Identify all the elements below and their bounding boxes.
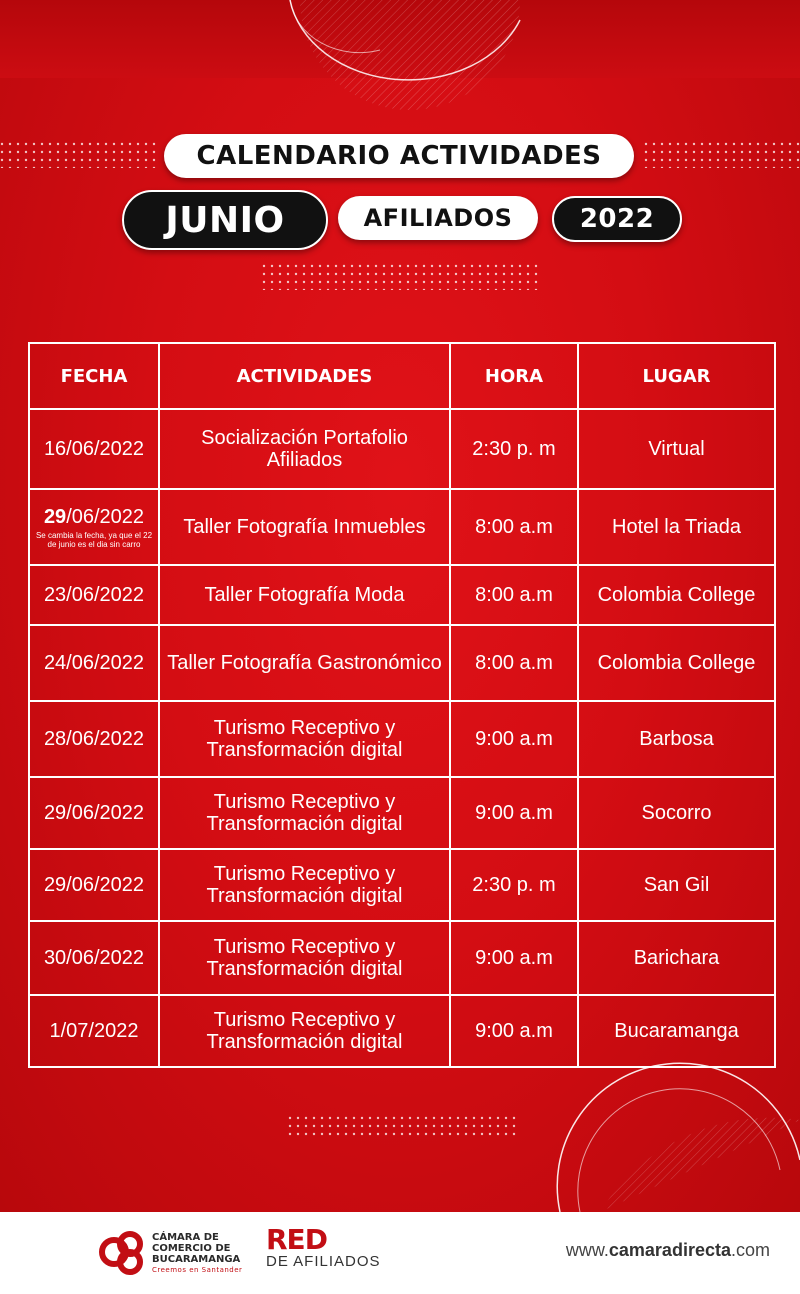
cell-hora: 8:00 a.m <box>450 489 578 565</box>
table-row <box>29 921 775 995</box>
fecha-text: /06/2022 <box>66 505 145 528</box>
web-suffix: .com <box>730 1240 770 1260</box>
dot-pattern-center <box>262 264 538 290</box>
activities-table <box>28 342 776 1068</box>
cell-lugar: Colombia College <box>578 565 775 625</box>
table-row <box>29 995 775 1067</box>
dot-pattern-left <box>0 142 160 168</box>
table-row <box>29 565 775 625</box>
table-row <box>29 625 775 701</box>
table-row <box>29 777 775 849</box>
column-header-actividades: ACTIVIDADES <box>159 343 450 409</box>
camara-line-3: BUCARAMANGA <box>152 1254 241 1265</box>
cell-lugar: Colombia College <box>578 625 775 701</box>
dot-pattern-right <box>644 142 800 168</box>
cell-actividad: Taller Fotografía Inmuebles <box>159 489 450 565</box>
affiliates-badge: AFILIADOS <box>338 196 538 240</box>
camara-logo-text <box>152 1232 242 1276</box>
camara-line-1: CÁMARA DE <box>152 1232 219 1243</box>
red-afiliados-logo <box>266 1223 381 1270</box>
cell-actividad: Turismo Receptivo y Transformación digital <box>159 849 450 921</box>
column-header-fecha: FECHA <box>29 343 159 409</box>
year-badge: 2022 <box>552 196 682 242</box>
calendar-title: CALENDARIO ACTIVIDADES <box>164 134 634 178</box>
fecha-text: 29/06/2022 <box>43 874 145 896</box>
cell-lugar: Virtual <box>578 409 775 489</box>
fecha-text: 1/07/2022 <box>49 1020 139 1042</box>
cell-hora: 9:00 a.m <box>450 921 578 995</box>
table-header-row <box>29 343 775 409</box>
dot-pattern-bottom <box>288 1116 520 1136</box>
cell-actividad: Taller Fotografía Gastronómico <box>159 625 450 701</box>
cell-fecha <box>29 489 159 565</box>
column-header-hora: HORA <box>450 343 578 409</box>
cell-hora: 9:00 a.m <box>450 701 578 777</box>
cell-lugar: Bucaramanga <box>578 995 775 1067</box>
cell-actividad: Turismo Receptivo y Transformación digital <box>159 995 450 1067</box>
column-header-lugar: LUGAR <box>578 343 775 409</box>
cell-hora: 9:00 a.m <box>450 995 578 1067</box>
cell-hora: 2:30 p. m <box>450 409 578 489</box>
cell-lugar: Barbosa <box>578 701 775 777</box>
cell-fecha <box>29 565 159 625</box>
fecha-text: 24/06/2022 <box>43 652 145 674</box>
cell-fecha <box>29 849 159 921</box>
cell-fecha <box>29 777 159 849</box>
cell-fecha <box>29 409 159 489</box>
table-row <box>29 409 775 489</box>
cell-fecha <box>29 921 159 995</box>
cell-actividad: Turismo Receptivo y Transformación digital <box>159 921 450 995</box>
cell-lugar: San Gil <box>578 849 775 921</box>
cell-actividad: Socialización Portafolio Afiliados <box>159 409 450 489</box>
cell-lugar: Hotel la Triada <box>578 489 775 565</box>
cell-actividad: Taller Fotografía Moda <box>159 565 450 625</box>
fecha-text: 23/06/2022 <box>43 584 145 606</box>
fecha-text: 29/06/2022 <box>43 802 145 824</box>
fecha-text: 28/06/2022 <box>43 728 145 750</box>
red-logo-subtitle: DE AFILIADOS <box>266 1253 381 1270</box>
website-url <box>566 1240 770 1261</box>
cell-actividad: Turismo Receptivo y Transformación digital <box>159 777 450 849</box>
camara-line-2: COMERCIO DE <box>152 1243 231 1254</box>
cell-hora: 9:00 a.m <box>450 777 578 849</box>
cell-actividad: Turismo Receptivo y Transformación digital <box>159 701 450 777</box>
fecha-day-bold: 29 <box>43 505 67 528</box>
fecha-text: 16/06/2022 <box>43 438 145 460</box>
cell-fecha <box>29 625 159 701</box>
table-row <box>29 701 775 777</box>
web-domain: camaradirecta <box>608 1240 731 1260</box>
cell-fecha <box>29 701 159 777</box>
red-logo-word: RED <box>266 1223 327 1256</box>
month-badge: JUNIO <box>122 190 328 250</box>
camara-logo-icon <box>96 1226 150 1280</box>
camara-slogan: Creemos en Santander <box>152 1266 243 1274</box>
fecha-text: 30/06/2022 <box>43 947 145 969</box>
cell-hora: 2:30 p. m <box>450 849 578 921</box>
cell-lugar: Barichara <box>578 921 775 995</box>
cell-fecha <box>29 995 159 1067</box>
table-row <box>29 849 775 921</box>
footer <box>0 1212 800 1294</box>
date-change-note: Se cambia la fecha, ya que el 22 de junio es el dia sin carro <box>35 530 153 549</box>
cell-hora: 8:00 a.m <box>450 625 578 701</box>
cell-hora: 8:00 a.m <box>450 565 578 625</box>
cell-lugar: Socorro <box>578 777 775 849</box>
table-row <box>29 489 775 565</box>
web-prefix: www. <box>565 1240 609 1260</box>
